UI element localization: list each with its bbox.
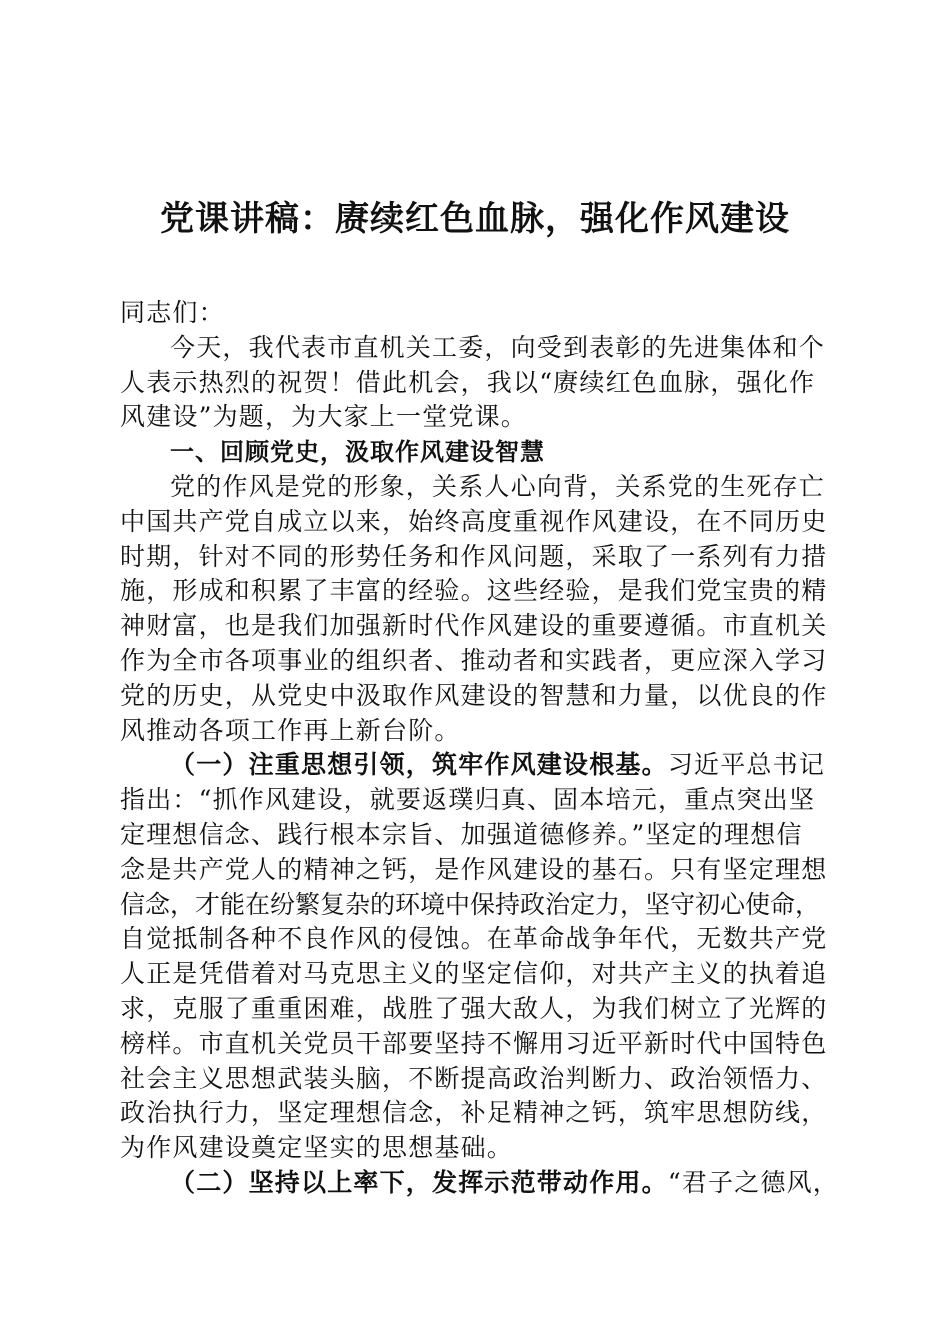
paragraph-line: 政治执行力，坚定理想信念，补足精神之钙，筑牢思想防线， bbox=[120, 1098, 828, 1128]
salutation: 同志们： bbox=[120, 298, 225, 327]
paragraph-line: 风推动各项工作再上新台阶。 bbox=[120, 715, 461, 745]
subheading: （二）坚持以上率下，发挥示范带动作用。 bbox=[170, 1167, 668, 1197]
paragraph-line: 时期，针对不同的形势任务和作风问题，采取了一系列有力措 bbox=[120, 541, 828, 571]
paragraph-line: 风建设”为题，为大家上一堂党课。 bbox=[120, 402, 527, 432]
paragraph-text: “君子之德风， bbox=[667, 1167, 839, 1197]
paragraph-line: 社会主义思想武装头脑，不断提高政治判断力、政治领悟力、 bbox=[120, 1063, 828, 1093]
paragraph-line: 信念，才能在纷繁复杂的环境中保持政治定力，坚守初心使命， bbox=[120, 889, 821, 919]
document-body bbox=[120, 296, 840, 1201]
paragraph-line: 神财富，也是我们加强新时代作风建设的重要遵循。市直机关 bbox=[120, 611, 828, 641]
paragraph-line: 榜样。市直机关党员干部要坚持不懈用习近平新时代中国特色 bbox=[120, 1028, 828, 1058]
paragraph-line: 求，克服了重重困难，战胜了强大敌人，为我们树立了光辉的 bbox=[120, 993, 828, 1023]
section-heading: 一、回顾党史，汲取作风建设智慧 bbox=[170, 438, 545, 467]
subheading: （一）注重思想引领，筑牢作风建设根基。 bbox=[170, 750, 668, 780]
paragraph-line: 人表示热烈的祝贺！借此机会，我以“赓续红色血脉，强化作 bbox=[120, 367, 816, 397]
paragraph-line: 施，形成和积累了丰富的经验。这些经验，是我们党宝贵的精 bbox=[120, 576, 828, 606]
paragraph-line-with-subheading bbox=[120, 748, 840, 783]
paragraph-line: 自觉抵制各种不良作风的侵蚀。在革命战争年代，无数共产党 bbox=[120, 924, 828, 954]
paragraph-line: 党的历史，从党史中汲取作风建设的智慧和力量，以优良的作 bbox=[120, 680, 828, 710]
paragraph-line: 为作风建设奠定坚实的思想基础。 bbox=[120, 1133, 514, 1163]
paragraph-line: 定理想信念、践行根本宗旨、加强道德修养。”坚定的理想信 bbox=[120, 819, 803, 849]
paragraph-line: 今天，我代表市直机关工委，向受到表彰的先进集体和个 bbox=[170, 332, 826, 362]
paragraph-line: 作为全市各项事业的组织者、推动者和实践者，更应深入学习 bbox=[120, 645, 828, 675]
paragraph-line: 中国共产党自成立以来，始终高度重视作风建设，在不同历史 bbox=[120, 506, 828, 536]
paragraph-line: 人正是凭借着对马克思主义的坚定信仰，对共产主义的执着追 bbox=[120, 959, 828, 989]
paragraph-line: 念是共产党人的精神之钙，是作风建设的基石。只有坚定理想 bbox=[120, 854, 828, 884]
document-title: 党课讲稿：赓续红色血脉，强化作风建设 bbox=[160, 199, 790, 239]
paragraph-line: 指出：“抓作风建设，就要返璞归真、固本培元，重点突出坚 bbox=[120, 785, 816, 815]
paragraph-text: 习近平总书记 bbox=[667, 750, 826, 780]
paragraph-line-with-subheading bbox=[120, 1166, 840, 1201]
paragraph-line: 党的作风是党的形象，关系人心向背，关系党的生死存亡 bbox=[170, 471, 826, 501]
